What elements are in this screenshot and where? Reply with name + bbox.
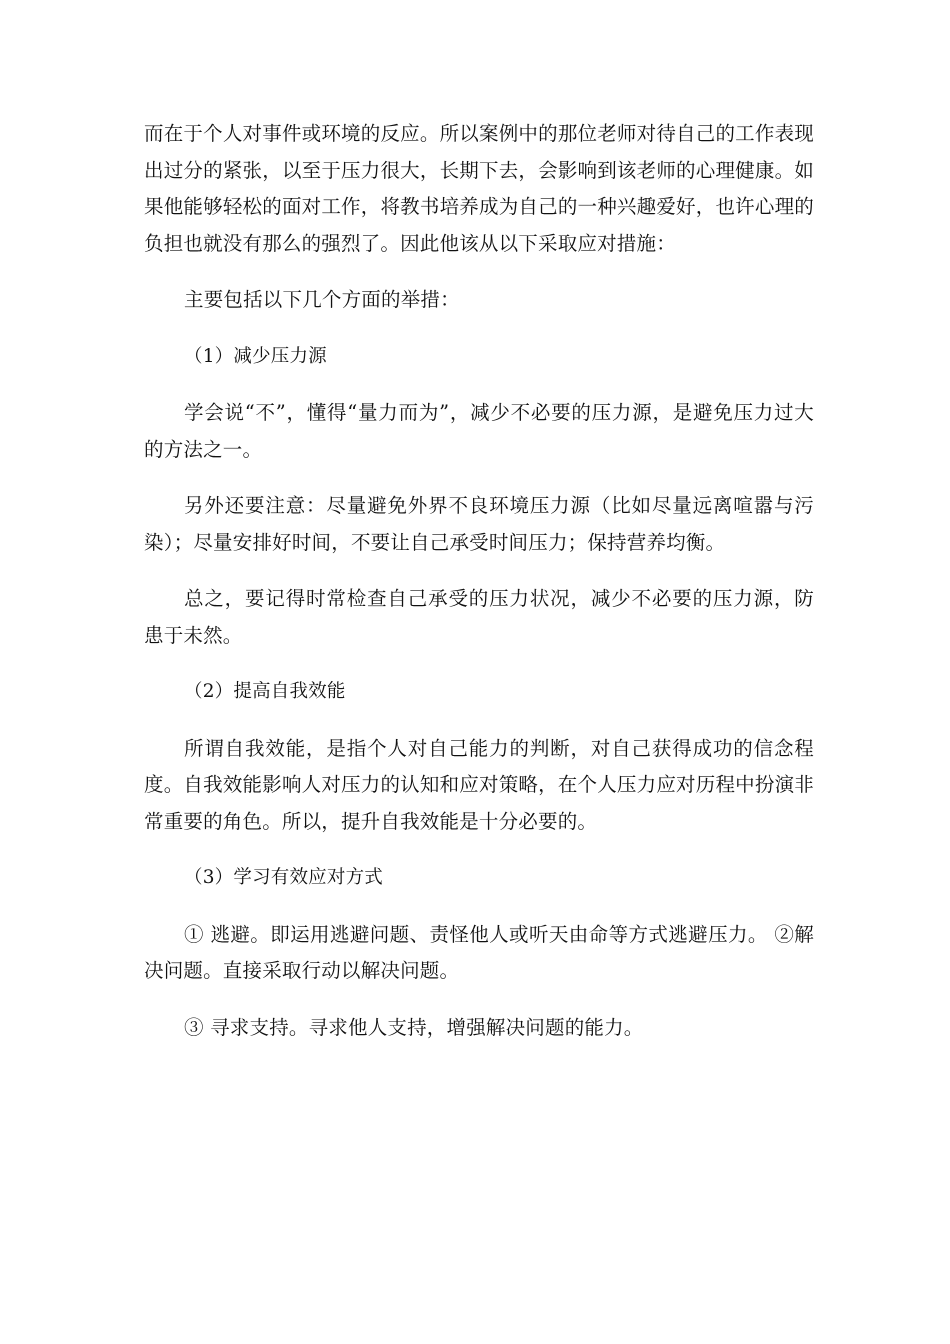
paragraph-say-no: 学会说“不”，懂得“量力而为”，减少不必要的压力源，是避免压力过大的方法之一。	[144, 401, 814, 461]
paragraph-environment: 另外还要注意：尽量避免外界不良环境压力源（比如尽量远离喧嚣与污染）；尽量安排好时间，不要让自己承受时间压力；保持营养均衡。	[144, 494, 814, 554]
section-heading-3: （3）学习有效应对方式	[184, 867, 383, 888]
paragraph-coping-3: ③ 寻求支持。寻求他人支持，增强解决问题的能力。	[184, 1015, 644, 1039]
paragraph-measures-lead: 主要包括以下几个方面的举措：	[184, 288, 460, 311]
section-heading-1: （1）减少压力源	[184, 345, 327, 367]
section-heading-2: （2）提高自我效能	[184, 681, 346, 702]
document-body	[144, 116, 814, 1046]
paragraph-self-efficacy: 所谓自我效能，是指个人对自己能力的判断，对自己获得成功的信念程度。自我效能影响人对压力的认知和应对策略，在个人压力应对历程中扮演非常重要的角色。所以，提升自我效能是十分必要的。	[144, 736, 814, 833]
paragraph-summary: 总之，要记得时常检查自己承受的压力状况，减少不必要的压力源，防患于未然。	[144, 587, 814, 647]
paragraph-intro: 而在于个人对事件或环境的反应。所以案例中的那位老师对待自己的工作表现出过分的紧张，以至于压力很大，长期下去，会影响到该老师的心理健康。如果他能够轻松的面对工作，将教书培养成为自己的一种兴趣爱好，也许心理的负担也就没有那么的强烈了。因此他该从以下采取应对措施：	[144, 122, 814, 255]
paragraph-coping-1-2: ① 逃避。即运用逃避问题、责怪他人或听天由命等方式逃避压力。 ②解决问题。直接采取行动以解决问题。	[144, 922, 814, 982]
